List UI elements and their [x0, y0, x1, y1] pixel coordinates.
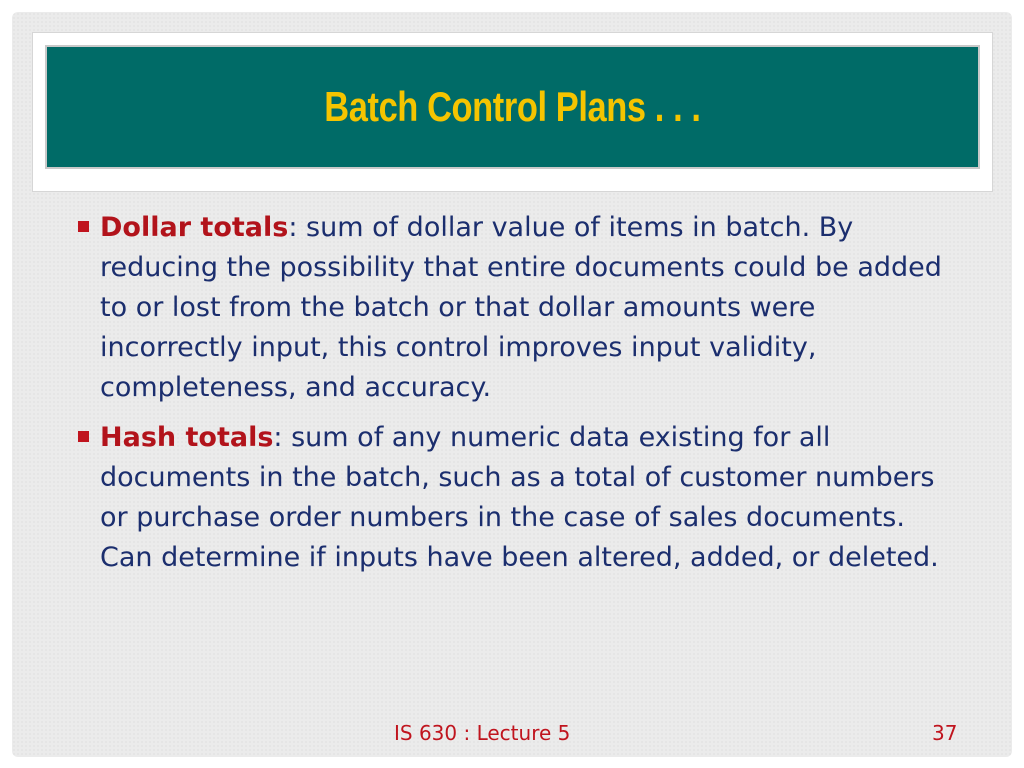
bullet-text: sum of any numeric data existing for all documents in the batch, such as a total of customer numbers or purchase order numbers in the case of sales documents. Can determine if inputs have been altered, added, or deleted.	[100, 422, 939, 573]
footer-course-label: IS 630 : Lecture 5	[394, 721, 571, 745]
square-bullet-icon	[78, 221, 89, 232]
slide-title: Batch Control Plans . . .	[324, 83, 701, 130]
bullet-separator: :	[288, 212, 307, 243]
title-box	[45, 45, 980, 169]
bullet-list	[76, 208, 956, 588]
bullet-term: Hash totals	[100, 422, 274, 453]
bullet-text: sum of dollar value of items in batch. By reducing the possibility that entire documents could be added to or lost from the batch or that dollar amounts were incorrectly input, this control improves input validity, completeness, and accuracy.	[100, 212, 942, 403]
square-bullet-icon	[78, 431, 89, 442]
bullet-item-hash-totals	[76, 418, 956, 578]
bullet-separator: :	[273, 422, 292, 453]
slide	[12, 12, 1012, 757]
page-number: 37	[932, 721, 958, 745]
bullet-item-dollar-totals	[76, 208, 956, 408]
bullet-term: Dollar totals	[100, 212, 289, 243]
title-frame	[32, 32, 993, 192]
